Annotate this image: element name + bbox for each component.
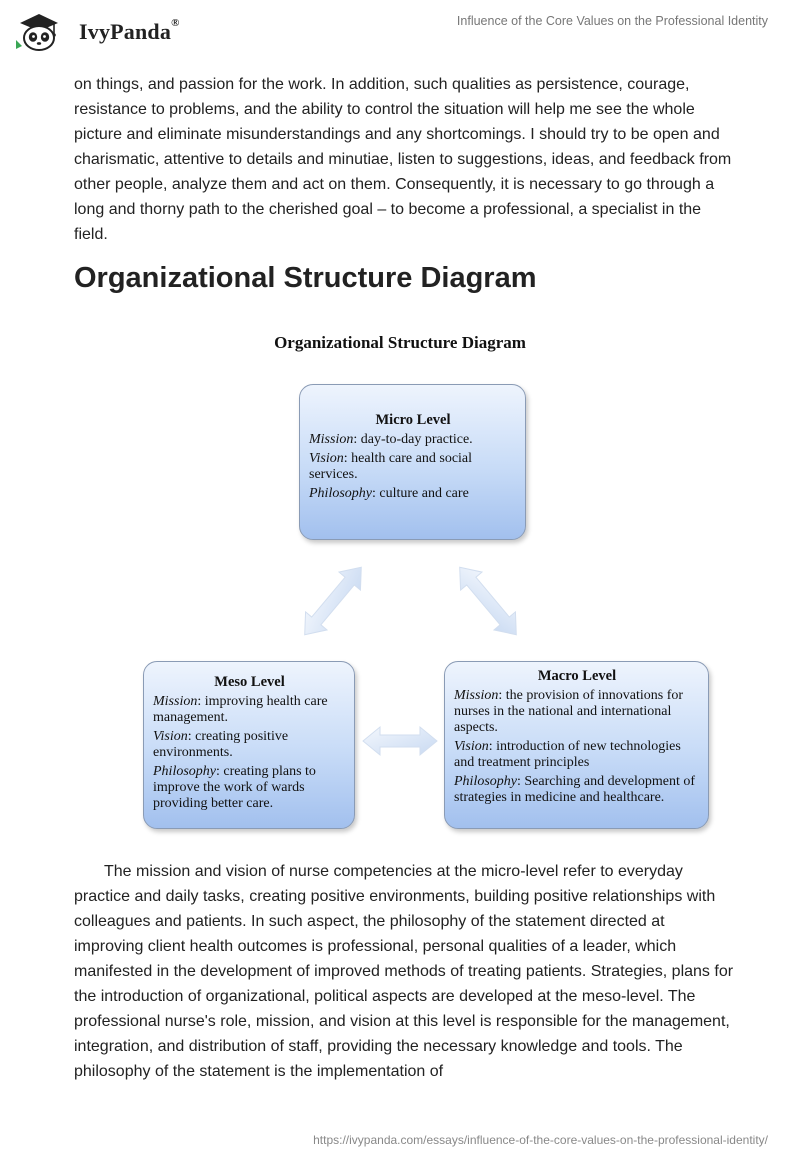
meso-mission: Mission: improving health care management.	[153, 694, 328, 725]
macro-philosophy: Philosophy: Searching and development of strategies in medicine and healthcare.	[454, 774, 696, 805]
double-arrow-meso-macro-icon	[363, 727, 437, 755]
macro-level-title: Macro Level	[537, 668, 617, 684]
diagram-title: Organizational Structure Diagram	[274, 333, 526, 352]
double-arrow-micro-macro-icon	[449, 558, 527, 643]
paragraph-body: The mission and vision of nurse competencies at the micro-level refer to everyday practice and daily tasks, creating positive environments, building positive relationships with colleagues and patients. In such aspect, the philosophy of the statement directed at improving client health outcomes is professional, personal qualities of a leader, which manifested in the development of improved methods of treating patients. Strategies, plans for the introduction of organizational, political aspects are developed at the meso-level. The professional nurse's role, mission, and vision at this level is responsible for the management, integration, and distribution of staff, providing the necessary knowledge and tools. The philosophy of the statement is the implementation of	[74, 863, 734, 1080]
meso-philosophy: Philosophy: creating plans to improve the work of wards providing better care.	[153, 764, 316, 811]
macro-mission: Mission: the provision of innovations for nurses in the national and international aspects.	[454, 688, 684, 735]
section-heading: Organizational Structure Diagram	[74, 262, 537, 294]
meso-level-title: Meso Level	[214, 674, 285, 690]
brand-name[interactable]: IvyPanda®	[79, 17, 180, 44]
macro-level-box	[444, 661, 709, 829]
double-arrow-micro-meso-icon	[294, 558, 372, 643]
paragraph-intro: on things, and passion for the work. In addition, such qualities as persistence, courage, resistance to problems, and the ability to control the situation will help me see the whole picture and eliminate misunderstandings and any shortcomings. I should try to be open and charismatic, attentive to details and minutiae, listen to suggestions, ideas, and feedback from other people, analyze them and act on them. Consequently, it is necessary to go through a long and thorny path to the cherished goal – to become a professional, a specialist in the field.	[74, 76, 732, 243]
micro-vision: Vision: health care and social services.	[309, 451, 473, 482]
micro-mission: Mission: day-to-day practice.	[309, 432, 473, 447]
meso-vision: Vision: creating positive environments.	[153, 729, 289, 760]
organizational-structure-diagram	[0, 320, 800, 840]
meso-level-box	[143, 661, 355, 829]
page-header	[0, 0, 800, 60]
micro-level-box	[299, 384, 526, 540]
micro-philosophy: Philosophy: culture and care	[309, 486, 469, 501]
micro-level-title: Micro Level	[375, 412, 451, 428]
document-title: Influence of the Core Values on the Professional Identity	[456, 14, 768, 28]
macro-vision: Vision: introduction of new technologies and treatment principles	[454, 739, 681, 770]
ivypanda-logo-icon[interactable]	[14, 9, 64, 53]
footer-url-link[interactable]: https://ivypanda.com/essays/influence-of-the-core-values-on-the-professional-identity/	[313, 1133, 768, 1147]
